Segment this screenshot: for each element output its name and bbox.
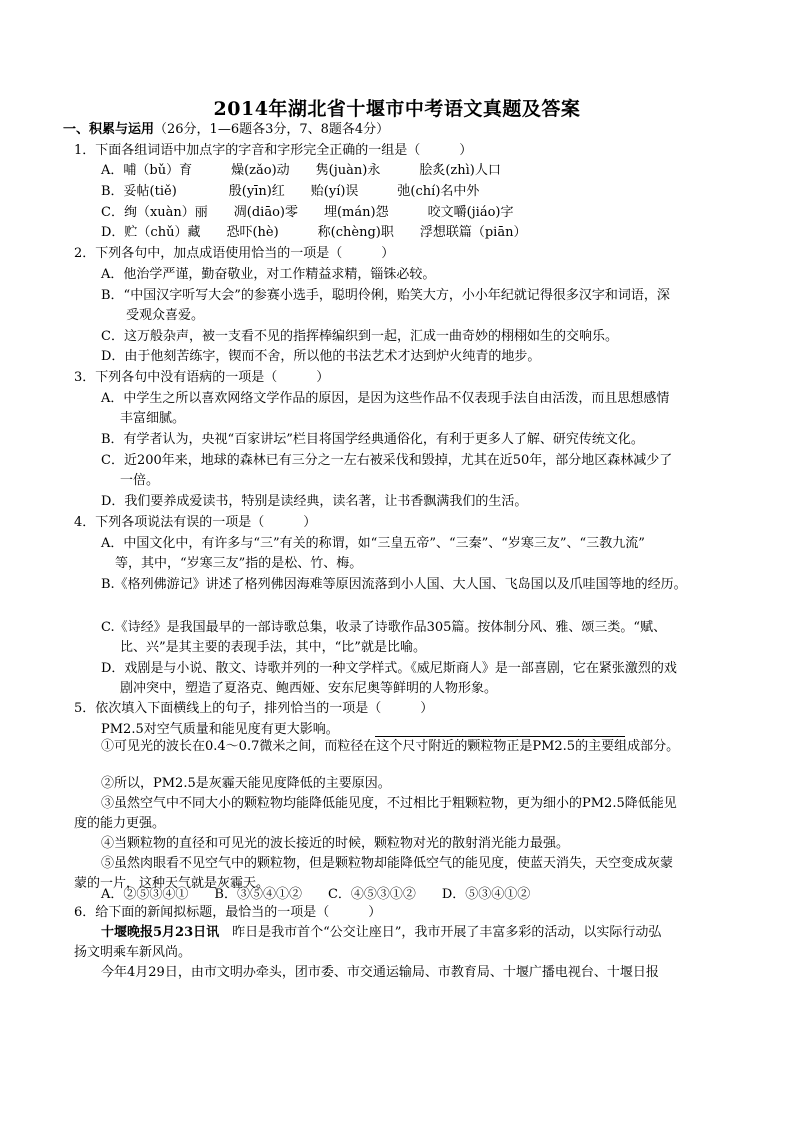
question-4-option-b: B.《格列佛游记》讲述了格列佛因海难等原因流落到小人国、大人国、飞岛国以及爪哇国等地的经历。 — [101, 577, 687, 592]
page-title: 2014年湖北省十堰市中考语文真题及答案 — [213, 98, 581, 120]
question-4-option-a: A．中国文化中，有许多与“三”有关的称谓，如“三皇五帝”、“三秦”、“岁寒三友”、“三教九流” — [101, 536, 645, 551]
question-2-stem: 2．下列各句中，加点成语使用恰当的一项是（ ） — [74, 246, 395, 261]
question-5-sentence-1: ①可见光的波长在0.4～0.7微米之间，而粒径在这个尺寸附近的颗粒物正是PM2.5的主要组成部分。 — [101, 739, 680, 754]
question-1-option-d: D．贮（chǔ）藏 恐吓(hè) 称(chèng)职 浮想联篇（piān） — [101, 225, 527, 240]
question-3-option-b: B．有学者认为，央视“百家讲坛”栏目将国学经典通俗化，有利于更多人了解、研究传统文化。 — [101, 432, 644, 447]
question-5-sentence-2: ②所以，PM2.5是灰霾天能见度降低的主要原因。 — [101, 776, 391, 791]
question-6-stem: 6．给下面的新闻拟标题，最恰当的一项是（ ） — [74, 905, 382, 920]
question-5-sentence-4: ④当颗粒物的直径和可见光的波长接近的时候，颗粒物对光的散射消光能力最强。 — [101, 836, 570, 851]
question-3-option-c-cont: 一倍。 — [120, 473, 160, 488]
question-1-option-c: C．绚（xuàn）丽 凋(diāo)零 埋(mán)怨 咬文嚼(jiáo)字 — [101, 205, 514, 220]
section-heading — [63, 121, 389, 139]
news-paragraph-2: 今年4月29日，由市文明办牵头，团市委、市交通运输局、市教育局、十堰广播电视台、十堰日报 — [101, 965, 659, 980]
question-4-option-c: C.《诗经》是我国最早的一部诗歌总集，收录了诗歌作品305篇。按体制分风、雅、颂三类。“赋、 — [101, 620, 667, 635]
question-1-stem: 1．下面各组词语中加点字的字音和字形完全正确的一组是（ ） — [74, 143, 473, 158]
question-3-option-a-cont: 丰富细腻。 — [120, 411, 186, 426]
news-paragraph-1 — [101, 924, 661, 942]
news-paragraph-1-cont: 扬文明乘车新风尚。 — [74, 945, 192, 960]
question-5-sentence-3: ③虽然空气中不同大小的颗粒物均能降低能见度，不过相比于粗颗粒物，更为细小的PM2.5降低能见 — [101, 796, 677, 811]
question-4-option-a-cont: 等，其中，“岁寒三友”指的是松、竹、梅。 — [115, 556, 363, 571]
question-2-option-d: D．由于他刻苦练字，锲而不舍，所以他的书法艺术才达到炉火纯青的地步。 — [101, 349, 541, 364]
question-2-option-c: C．这万般杂声，被一支看不见的指挥棒编织到一起，汇成一曲奇妙的栩栩如生的交响乐。 — [101, 329, 618, 344]
question-2-option-a: A．他治学严谨，勤奋敬业，对工作精益求精，锱铢必较。 — [101, 267, 436, 282]
section-heading-note: （26分，1—6题各3分，7、8题各4分） — [154, 122, 390, 137]
question-5-sentence-5: ⑤虽然肉眼看不见空气中的颗粒物，但是颗粒物却能降低空气的能见度，使蓝天消失，天空变成灰蒙 — [101, 856, 674, 871]
question-3-option-d: D．我们要养成爱读书，特别是读经典，读名著，让书香飘满我们的生活。 — [101, 494, 528, 509]
question-2-option-b-cont: 受观众喜爱。 — [126, 308, 205, 323]
question-2-option-b: B．“中国汉字听写大会”的参赛小选手，聪明伶俐，贻笑大方，小小年纪就记得很多汉字和词语，深 — [101, 288, 670, 303]
question-5-intro: PM2.5对空气质量和能见度有更大影响。 — [101, 722, 339, 737]
question-4-stem: 4．下列各项说法有误的一项是（ ） — [74, 515, 317, 530]
question-1-option-b: B．妥帖(tiě) 殷(yīn)红 贻(yí)误 弛(chí)名中外 — [101, 184, 480, 199]
question-5-options: A．②⑤③④① B．③⑤④①② C．④⑤③①② D．⑤③④①② — [101, 887, 531, 902]
question-3-stem: 3．下列各句中没有语病的一项是（ ） — [74, 370, 330, 385]
question-3-option-c: C．近200年来，地球的森林已有三分之一左右被采伐和毁掉，尤其在近50年，部分地区森林减少了 — [101, 453, 673, 468]
question-5-sentence-5-cont: 蒙的一片，这种天气就是灰霾天。 — [74, 876, 270, 891]
question-3-option-a: A．中学生之所以喜欢网络文学作品的原因，是因为这些作品不仅表现手法自由活泼，而且思想感情 — [101, 391, 670, 406]
news-paragraph-1-text: 昨日是我市首个“公交让座日”，我市开展了丰富多彩的活动，以实际行动弘 — [219, 925, 662, 940]
question-1-option-a: A．哺（bǔ）育 燥(zǎo)动 隽(juàn)永 脍炙(zhì)人口 — [101, 163, 501, 178]
question-5-stem: 5．依次填入下面横线上的句子，排列恰当的一项是（ ） — [74, 701, 434, 716]
question-4-option-d-cont: 剧冲突中，塑造了夏洛克、鲍西娅、安东尼奥等鲜明的人物形象。 — [120, 681, 498, 696]
blank-line — [375, 736, 625, 737]
question-4-option-c-cont: 比、兴”是其主要的表现手法，其中，“比”就是比喻。 — [120, 640, 426, 655]
question-5-sentence-3-cont: 度的能力更强。 — [74, 816, 166, 831]
news-dateline: 十堰晚报5月23日讯 — [101, 925, 220, 940]
section-heading-label: 一、积累与运用 — [63, 122, 155, 137]
question-4-option-d: D．戏剧是与小说、散文、诗歌并列的一种文学样式。《威尼斯商人》是一部喜剧，它在紧张激烈的戏 — [101, 661, 677, 676]
